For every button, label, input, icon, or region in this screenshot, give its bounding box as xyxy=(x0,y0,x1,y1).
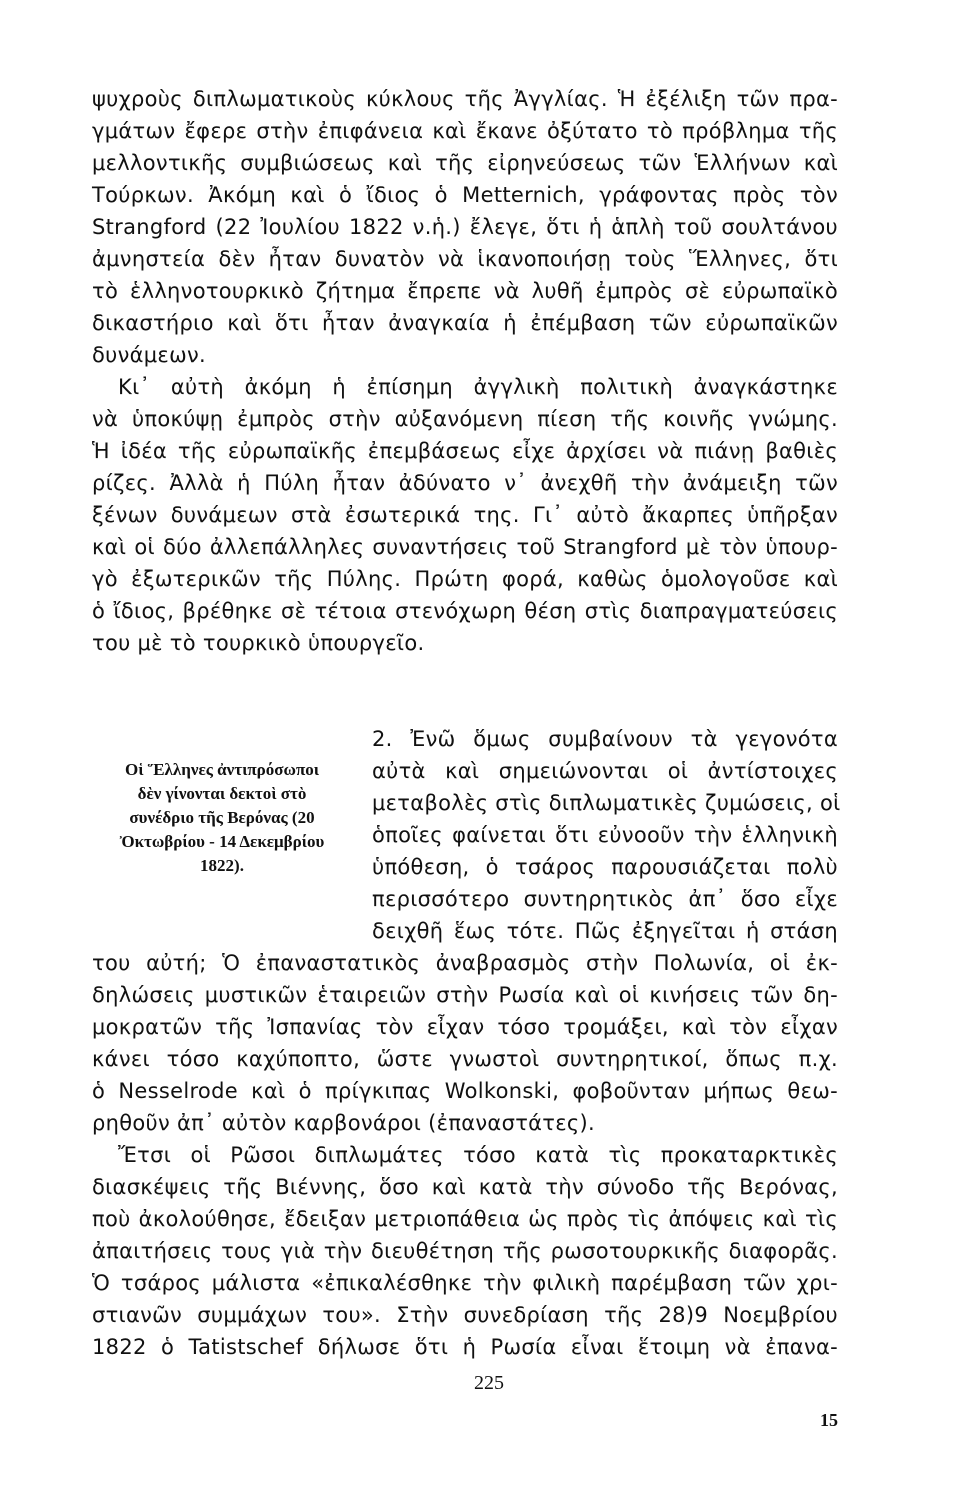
sheet-number: 15 xyxy=(820,1410,838,1430)
text-line: Τούρκων. Ἀκόμη καὶ ὁ ἴδιος ὁ Metternich, γράφοντας πρὸς τὸν xyxy=(92,183,838,207)
text-line: Ἡ ἰδέα τῆς εὐρωπαϊκῆς ἐπεμβάσεως εἶχε ἀρχίσει νὰ πιάνῃ βαθιὲς xyxy=(92,439,838,463)
text-line: δειχθῆ ἕως τότε. Πῶς ἐξηγεῖται ἡ στάση xyxy=(372,919,838,943)
text-line: του μὲ τὸ τουρκικὸ ὑπουργεῖο. xyxy=(92,631,425,655)
text-line: ἀμνηστεία δὲν ἦταν δυνατὸν νὰ ἱκανοποιήσῃ τοὺς Ἕλληνες, ὅτι xyxy=(92,247,838,271)
text-line: ψυχροὺς διπλωματικοὺς κύκλους τῆς Ἀγγλίας. Ἡ ἐξέλιξη τῶν πρα- xyxy=(92,87,838,111)
text-line: ρίζες. Ἀλλὰ ἡ Πύλη ἦταν ἀδύνατο ν᾽ ἀνεχθῆ τὴν ἀνάμειξη τῶν xyxy=(92,471,838,495)
text-line: διασκέψεις τῆς Βιέννης, ὅσο καὶ κατὰ τὴν σύνοδο τῆς Βερόνας, xyxy=(92,1175,838,1199)
text-line: καὶ οἱ δύο ἀλλεπάλληλες συναντήσεις τοῦ Strangford μὲ τὸν ὑπουρ- xyxy=(92,535,838,559)
text-line: μελλοντικῆς συμβιώσεως καὶ τῆς εἰρηνεύσεως τῶν Ἑλλήνων καὶ xyxy=(92,151,838,175)
text-line: γὸ ἐξωτερικῶν τῆς Πύλης. Πρώτη φορά, καθὼς ὁμολογοῦσε καὶ xyxy=(92,567,838,591)
text-line: κάνει τόσο καχύποπτο, ὥστε γνωστοὶ συντηρητικοί, ὅπως π.χ. xyxy=(92,1047,838,1071)
text-line: ὑπόθεση, ὁ τσάρος παρουσιάζεται πολὺ xyxy=(372,855,838,879)
text-line: δυνάμεων. xyxy=(92,343,206,367)
text-line: μοκρατῶν τῆς Ἰσπανίας τὸν εἶχαν τόσο τρομάξει, καὶ τὸν εἶχαν xyxy=(92,1015,838,1039)
text-line: ὁποῖες φαίνεται ὅτι εὐνοοῦν τὴν ἑλληνικὴ xyxy=(372,823,838,847)
text-line: του αὐτή; Ὁ ἐπαναστατικὸς ἀναβρασμὸς στὴν Πολωνία, οἱ ἐκ- xyxy=(92,951,838,975)
text-line: Ἔτσι οἱ Ρῶσοι διπλωμάτες τόσο κατὰ τὶς προκαταρκτικὲς xyxy=(118,1143,838,1167)
margin-heading-line: συνέδριο τῆς Βερόνας (20 xyxy=(129,808,315,827)
text-line: στιανῶν συμμάχων του». Στὴν συνεδρίαση τῆς 28)9 Νοεμβρίου xyxy=(92,1303,838,1327)
text-line: περισσότερο συντηρητικὸς ἀπ᾽ ὅσο εἶχε xyxy=(372,887,838,911)
text-line: ἀπαιτήσεις τους γιὰ τὴν διευθέτηση τῆς ρωσοτουρκικῆς διαφορᾶς. xyxy=(92,1239,838,1263)
text-line: ποὺ ἀκολούθησε, ἔδειξαν μετριοπάθεια ὡς πρὸς τὶς ἀπόψεις καὶ τὶς xyxy=(92,1207,838,1231)
margin-heading-line: Οἱ Ἕλληνες ἀντιπρόσωποι xyxy=(124,760,320,779)
text-line: Strangford (22 Ἰουλίου 1822 ν.ἡ.) ἔλεγε, ὅτι ἡ ἁπλὴ τοῦ σουλτάνου xyxy=(92,215,838,239)
margin-heading-line: Ὀκτωβρίου - 14 Δεκεμβρίου xyxy=(119,832,325,851)
text-line: γμάτων ἔφερε στὴν ἐπιφάνεια καὶ ἔκανε ὀξύτατο τὸ πρόβλημα τῆς xyxy=(92,119,838,143)
margin-heading-line: δὲν γίνονται δεκτοὶ στὸ xyxy=(137,784,307,803)
text-line: τὸ ἑλληνοτουρκικὸ ζήτημα ἔπρεπε νὰ λυθῆ ἐμπρὸς σὲ εὐρωπαϊκὸ xyxy=(92,279,838,303)
text-line: Ὁ τσάρος μάλιστα «ἐπικαλέσθηκε τὴν φιλικὴ παρέμβαση τῶν χρι- xyxy=(92,1271,838,1295)
text-line: ξένων δυνάμεων στὰ ἐσωτερικά της. Γι᾽ αὐτὸ ἄκαρπες ὑπῆρξαν xyxy=(92,503,838,527)
page-number: 225 xyxy=(474,1372,504,1394)
text-line: 2. Ἐνῶ ὅμως συμβαίνουν τὰ γεγονότα xyxy=(372,727,838,751)
text-line: 1822 ὁ Tatistschef δήλωσε ὅτι ἡ Ρωσία εἶναι ἕτοιμη νὰ ἐπανα- xyxy=(92,1335,838,1359)
margin-heading-line: 1822). xyxy=(200,856,244,875)
text-line: αὐτὰ καὶ σημειώνονται οἱ ἀντίστοιχες xyxy=(372,759,838,783)
text-line: νὰ ὑποκύψῃ ἐμπρὸς στὴν αὐξανόμενη πίεση τῆς κοινῆς γνώμης. xyxy=(92,407,838,431)
text-line: δηλώσεις μυστικῶν ἑταιρειῶν στὴν Ρωσία καὶ οἱ κινήσεις τῶν δη- xyxy=(92,983,838,1007)
text-line: δικαστήριο καὶ ὅτι ἦταν ἀναγκαία ἡ ἐπέμβαση τῶν εὐρωπαϊκῶν xyxy=(92,311,838,335)
text-line: μεταβολὲς στὶς διπλωματικὲς ζυμώσεις, οἱ xyxy=(372,791,841,815)
text-line: ὁ Nesselrode καὶ ὁ πρίγκιπας Wolkonski, φοβοῦνταν μήπως θεω- xyxy=(92,1079,838,1103)
text-line: Κι᾽ αὐτὴ ἀκόμη ἡ ἐπίσημη ἀγγλικὴ πολιτικὴ ἀναγκάστηκε xyxy=(118,375,838,399)
text-line: ρηθοῦν ἀπ᾽ αὐτὸν καρβονάροι (ἐπαναστάτες). xyxy=(92,1111,595,1135)
margin-heading xyxy=(88,758,356,878)
text-line: ὁ ἴδιος, βρέθηκε σὲ τέτοια στενόχωρη θέση στὶς διαπραγματεύσεις xyxy=(92,599,838,623)
